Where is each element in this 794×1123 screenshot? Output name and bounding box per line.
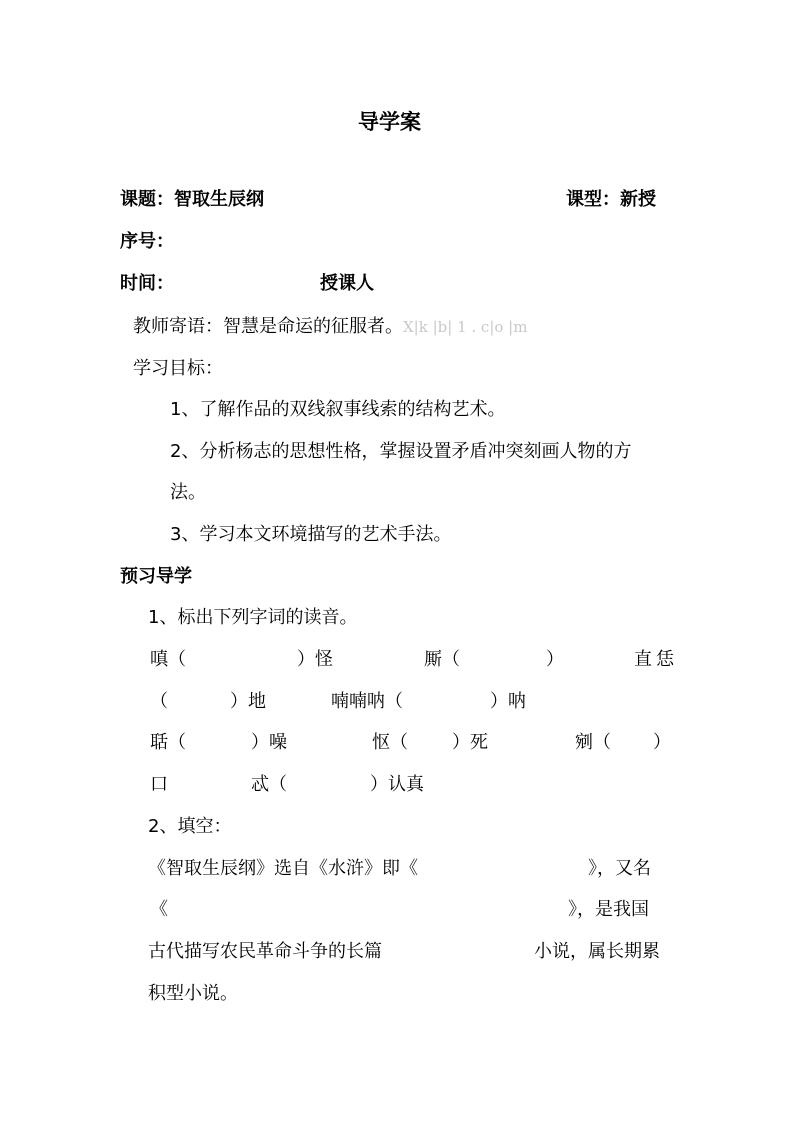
lesson-type-label: 课型：新授 xyxy=(566,189,656,210)
objectives-heading: 学习目标： xyxy=(133,358,223,379)
pinyin-text: 恁 xyxy=(656,649,674,670)
pinyin-text: 剜（ xyxy=(575,732,611,753)
fill-text: 《智取生辰纲》选自《水浒》即《 xyxy=(148,858,418,879)
question-1-title: 1、标出下列字词的读音。 xyxy=(148,607,358,628)
pinyin-text: ）怪 xyxy=(297,649,333,670)
pinyin-text: 直 xyxy=(634,649,652,670)
motto-text: 教师寄语：智慧是命运的征服者。 xyxy=(133,316,403,337)
objective-item: 3、学习本文环境描写的艺术手法。 xyxy=(170,524,452,545)
objective-item: 法。 xyxy=(170,482,206,503)
fill-text: 《 xyxy=(150,899,168,920)
fill-text: 》，是我国 xyxy=(568,899,649,920)
pinyin-text: ）地 xyxy=(230,691,266,712)
fill-text: 小说，属长期累 xyxy=(534,941,660,962)
pinyin-text: ）噪 xyxy=(251,732,287,753)
fill-text: 》，又名 xyxy=(588,858,651,879)
pinyin-text: 口 xyxy=(150,774,168,795)
pinyin-text: 忒（ xyxy=(251,774,287,795)
topic-label: 课题：智取生辰纲 xyxy=(120,189,264,210)
watermark: X|k |b| 1 . c|o |m xyxy=(403,318,528,336)
question-2-title: 2、填空： xyxy=(148,816,232,837)
pinyin-text: ）认真 xyxy=(370,774,424,795)
pinyin-text: ） xyxy=(546,649,564,670)
fill-text: 积型小说。 xyxy=(148,983,238,1004)
teacher-motto xyxy=(133,315,527,339)
pinyin-text: ）呐 xyxy=(490,691,526,712)
number-label: 序号： xyxy=(120,231,174,252)
pinyin-text: 嗔（ xyxy=(150,649,186,670)
pinyin-text: 聒（ xyxy=(150,732,186,753)
pinyin-text: 厮（ xyxy=(424,649,460,670)
page-title: 导学案 xyxy=(358,110,421,134)
preview-heading: 预习导学 xyxy=(120,566,192,587)
time-label: 时间： xyxy=(120,273,174,294)
fill-text: 古代描写农民革命斗争的长篇 xyxy=(148,941,382,962)
pinyin-text: 怄（ xyxy=(372,732,408,753)
pinyin-text: 喃喃呐（ xyxy=(331,691,403,712)
teacher-label: 授课人 xyxy=(320,273,374,294)
pinyin-text: （ xyxy=(150,691,168,712)
pinyin-text: ）死 xyxy=(452,732,488,753)
objective-item: 2、分析杨志的思想性格，掌握设置矛盾冲突刻画人物的方 xyxy=(170,441,632,462)
pinyin-text: ） xyxy=(653,732,671,753)
objective-item: 1、了解作品的双线叙事线索的结构艺术。 xyxy=(170,399,506,420)
